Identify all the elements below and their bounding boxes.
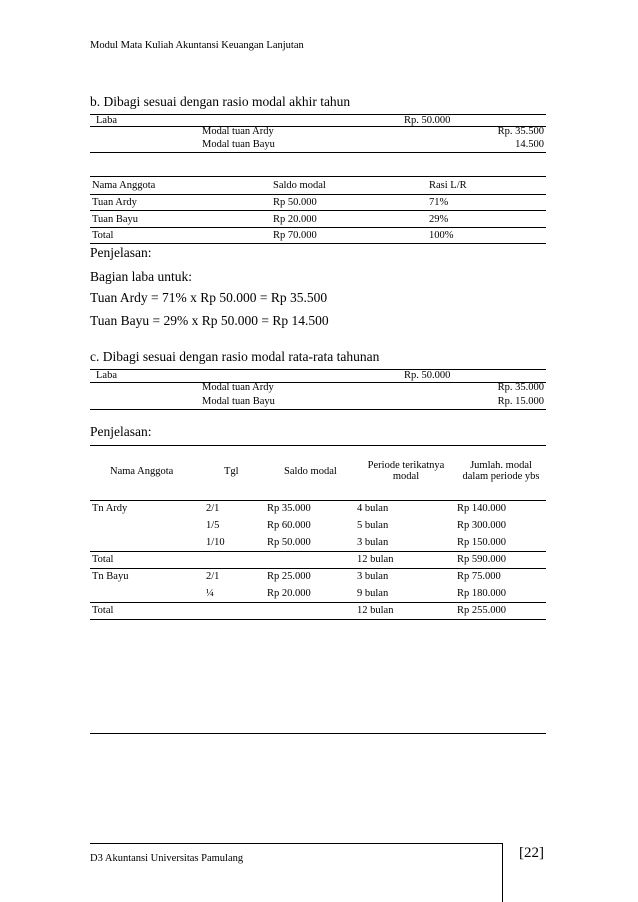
col-jumlah	[456, 460, 546, 482]
table-cell: Tn Bayu	[92, 571, 129, 582]
table-cell: 5 bulan	[357, 520, 389, 531]
col-nama-anggota: Nama Anggota	[92, 180, 156, 191]
table-cell: 29%	[429, 214, 449, 225]
divider	[90, 176, 546, 177]
table-cell: Rp 75.000	[457, 571, 501, 582]
alloc-label-bayu: Modal tuan Bayu	[202, 139, 275, 150]
divider	[90, 194, 546, 195]
table-cell: Total	[92, 230, 114, 241]
col-jumlah-line1: Jumlah. modal	[470, 460, 532, 471]
table-cell: 1/5	[206, 520, 220, 531]
table-cell: 4 bulan	[357, 503, 389, 514]
alloc-label-ardy: Modal tuan Ardy	[202, 382, 274, 393]
table-cell: Tn Ardy	[92, 503, 128, 514]
page-header: Modul Mata Kuliah Akuntansi Keuangan Lanjutan	[90, 40, 304, 51]
divider	[90, 551, 546, 552]
col-jumlah-line2: dalam periode ybs	[462, 471, 540, 482]
table-cell: 3 bulan	[357, 571, 389, 582]
table-cell: 9 bulan	[357, 588, 389, 599]
alloc-value-bayu: Rp. 15.000	[497, 396, 544, 407]
alloc-label-ardy: Modal tuan Ardy	[202, 126, 274, 137]
table-cell: Rp 50.000	[273, 197, 317, 208]
table-cell: 100%	[429, 230, 454, 241]
alloc-value-bayu: 14.500	[515, 139, 544, 150]
explanation-title: Penjelasan:	[90, 245, 152, 260]
col-rasio: Rasi L/R	[429, 180, 467, 191]
explanation-line-bayu: Tuan Bayu = 29% x Rp 50.000 = Rp 14.500	[90, 313, 329, 328]
divider	[90, 210, 546, 211]
table-cell: Rp 60.000	[267, 520, 311, 531]
col-tgl: Tgl	[224, 466, 239, 477]
alloc-value-ardy: Rp. 35.500	[497, 126, 544, 137]
col-nama-anggota: Nama Anggota	[110, 466, 174, 477]
divider	[90, 227, 546, 228]
table-cell: Rp 150.000	[457, 537, 507, 548]
table-cell: 12 bulan	[357, 605, 394, 616]
table-cell: 3 bulan	[357, 537, 389, 548]
col-periode-line2: modal	[392, 471, 420, 482]
table-cell: 1/10	[206, 537, 225, 548]
table-cell: Rp 180.000	[457, 588, 507, 599]
table-cell: Rp 300.000	[457, 520, 507, 531]
laba-value: Rp. 50.000	[404, 370, 451, 381]
footer-rule	[90, 843, 502, 844]
page-number-value: 22	[524, 845, 539, 861]
section-b-allocation	[90, 114, 546, 154]
table-cell: Rp 255.000	[457, 605, 507, 616]
table-cell: Tuan Ardy	[92, 197, 137, 208]
table-cell: 2/1	[206, 503, 220, 514]
page-number: [22]	[519, 845, 544, 861]
table-cell: Rp 20.000	[267, 588, 311, 599]
col-saldo-modal: Saldo modal	[273, 180, 326, 191]
table-cell: Total	[92, 554, 114, 565]
divider	[90, 733, 546, 734]
laba-value: Rp. 50.000	[404, 115, 451, 126]
divider	[90, 619, 546, 620]
average-capital-table	[90, 445, 546, 625]
section-c-allocation	[90, 369, 546, 411]
laba-label: Laba	[96, 115, 117, 126]
table-cell: Tuan Bayu	[92, 214, 138, 225]
ratio-table	[90, 176, 546, 244]
table-cell: Rp 50.000	[267, 537, 311, 548]
footer-text: D3 Akuntansi Universitas Pamulang	[90, 853, 244, 864]
section-b-heading: b. Dibagi sesuai dengan rasio modal akhir tahun	[90, 94, 351, 109]
divider	[90, 243, 546, 244]
table-cell: Rp 70.000	[273, 230, 317, 241]
explanation-intro: Bagian laba untuk:	[90, 269, 192, 284]
table-cell: Rp 25.000	[267, 571, 311, 582]
table-cell: Rp 20.000	[273, 214, 317, 225]
divider	[90, 152, 546, 153]
footer-vertical-rule	[502, 843, 503, 902]
table-cell: Rp 590.000	[457, 554, 507, 565]
divider	[90, 369, 546, 370]
alloc-value-ardy: Rp. 35.000	[497, 382, 544, 393]
table-cell: Rp 140.000	[457, 503, 507, 514]
col-saldo-modal: Saldo modal	[284, 466, 337, 477]
table-cell: 12 bulan	[357, 554, 394, 565]
col-periode-line1: Periode terikatnya	[367, 460, 445, 471]
divider	[90, 382, 546, 383]
divider	[90, 126, 546, 127]
col-periode	[366, 460, 446, 482]
divider	[90, 568, 546, 569]
table-cell: 2/1	[206, 571, 220, 582]
alloc-label-bayu: Modal tuan Bayu	[202, 396, 275, 407]
divider	[90, 602, 546, 603]
divider	[90, 114, 546, 115]
table-cell: Rp 35.000	[267, 503, 311, 514]
laba-label: Laba	[96, 370, 117, 381]
explanation-line-ardy: Tuan Ardy = 71% x Rp 50.000 = Rp 35.500	[90, 290, 328, 305]
table-cell: Total	[92, 605, 114, 616]
explanation-title-c: Penjelasan:	[90, 424, 152, 439]
table-cell: ¼	[206, 588, 214, 599]
section-c-heading: c. Dibagi sesuai dengan rasio modal rata-rata tahunan	[90, 349, 380, 364]
divider	[90, 500, 546, 501]
table-cell: 71%	[429, 197, 449, 208]
divider	[90, 445, 546, 446]
divider	[90, 409, 546, 410]
